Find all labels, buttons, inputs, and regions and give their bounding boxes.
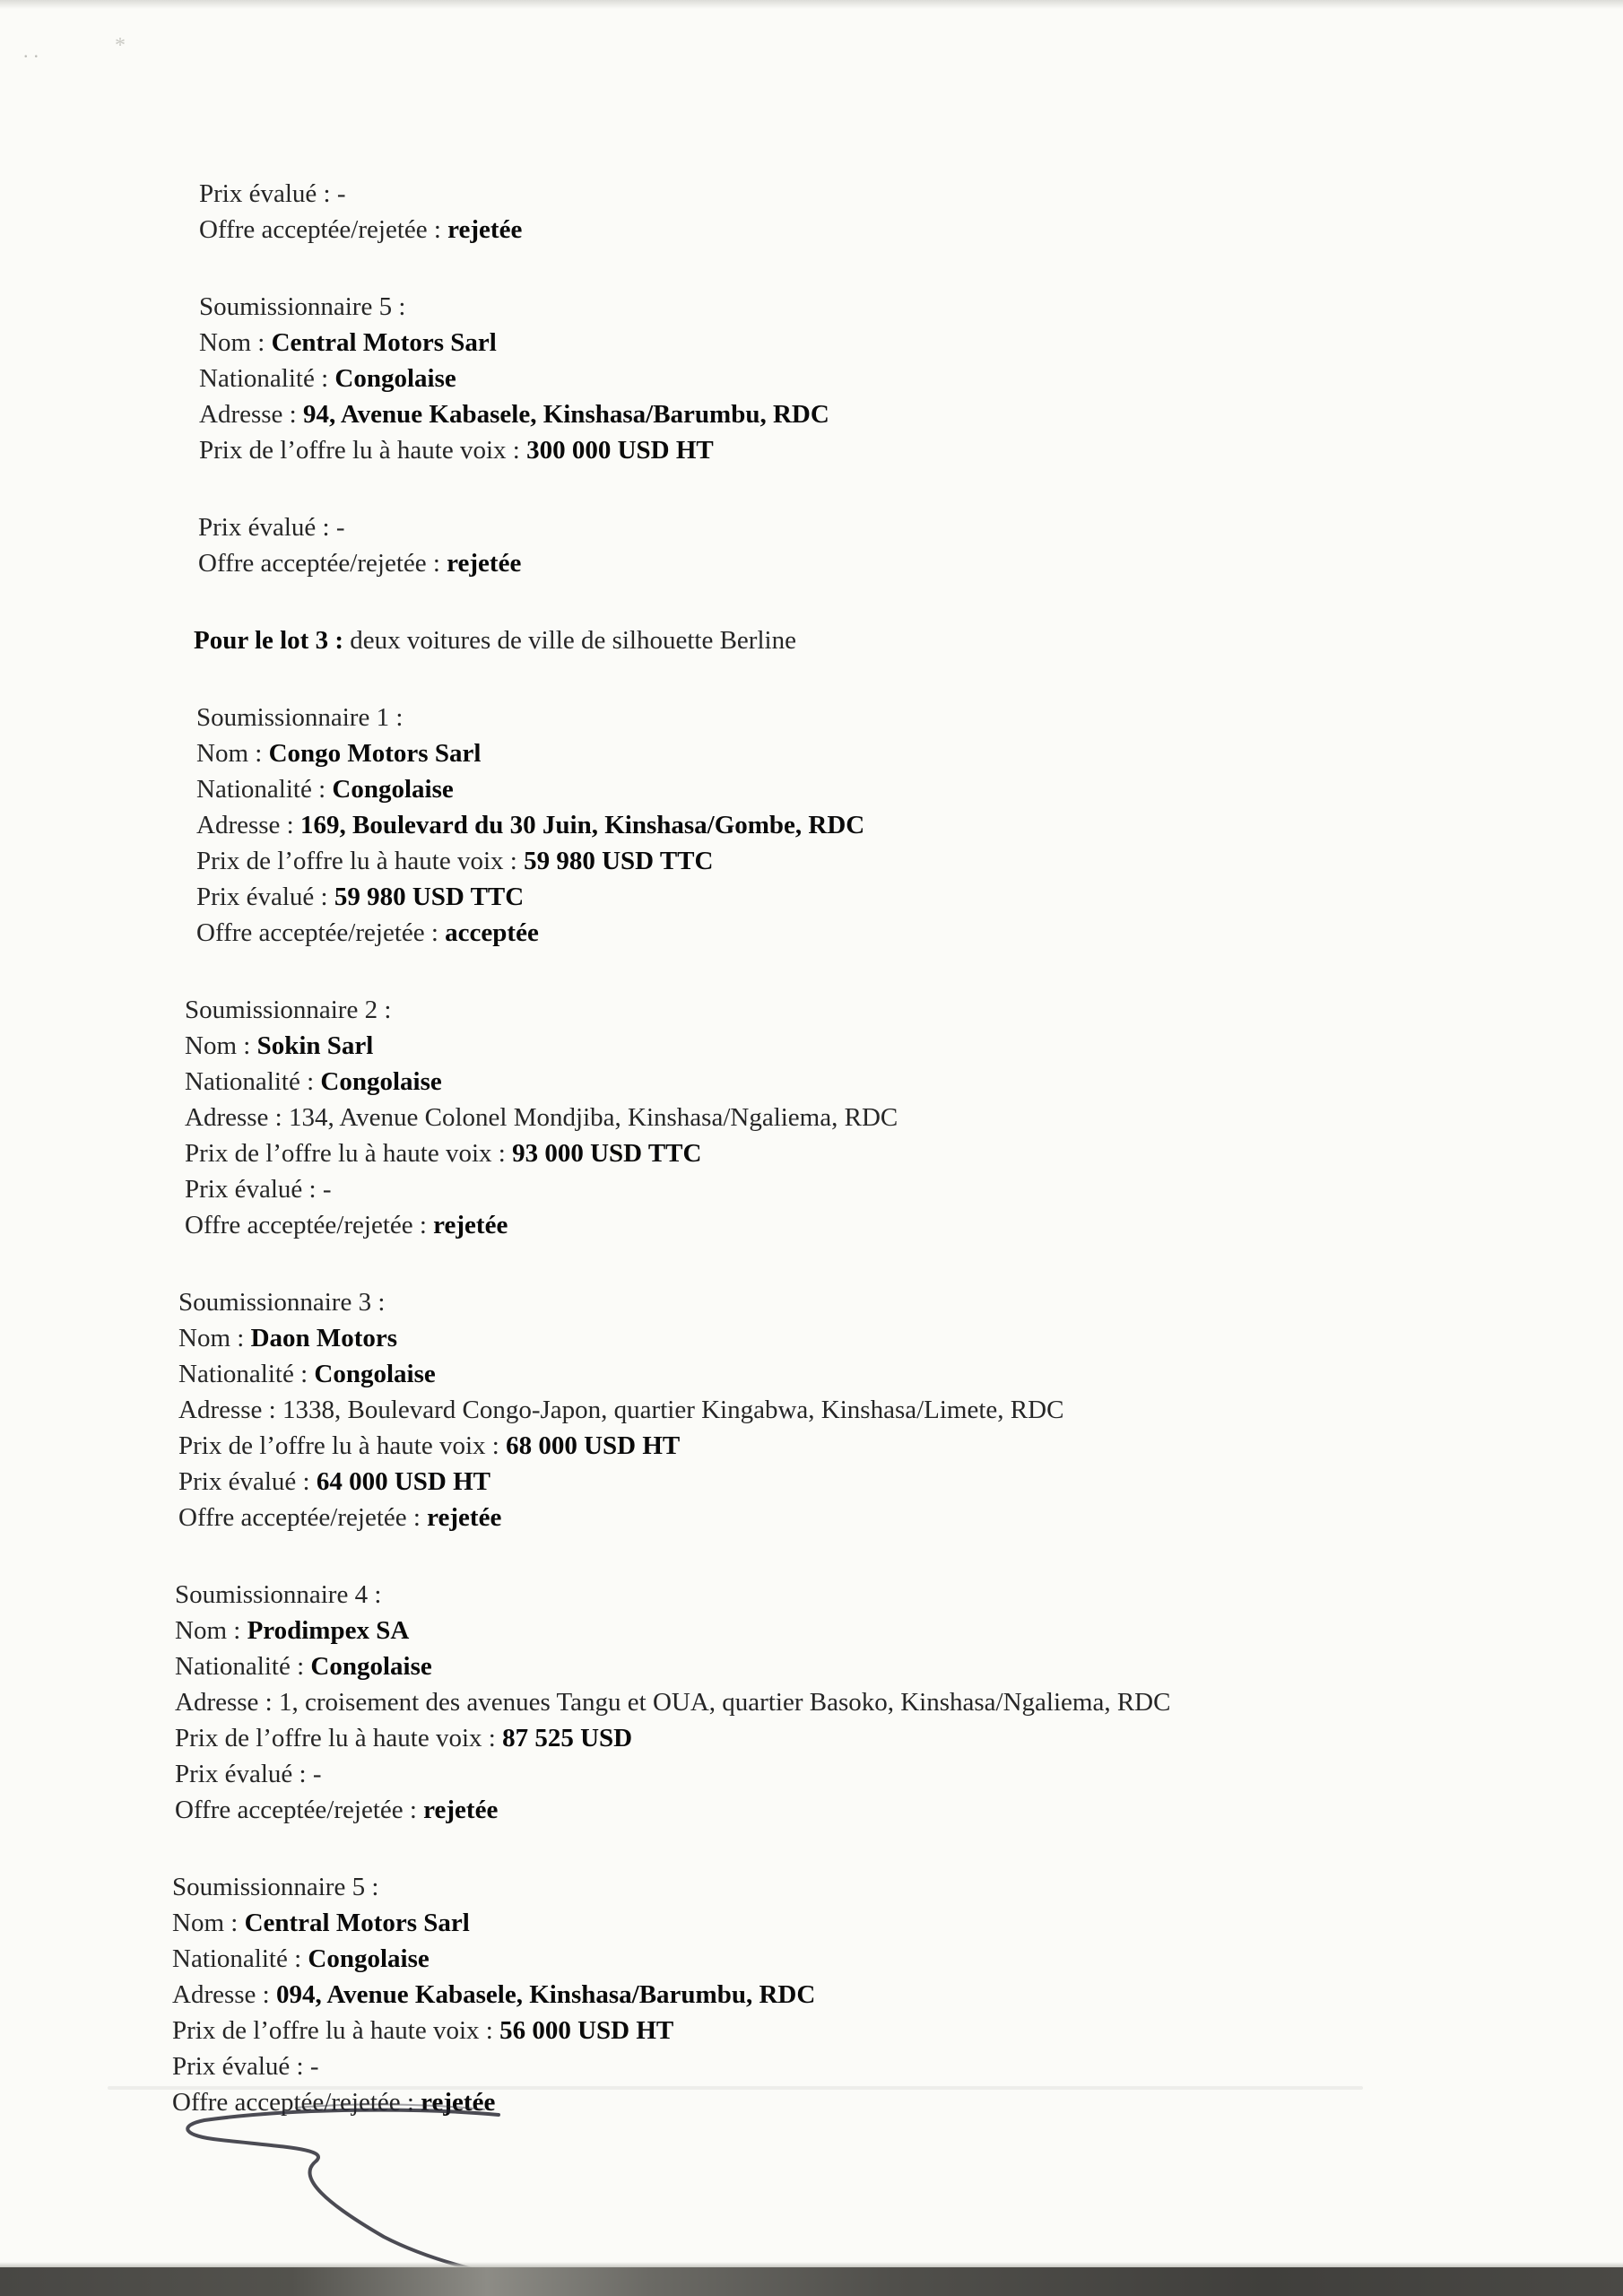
text-segment: Soumissionnaire 3 : (178, 1288, 386, 1317)
text-segment-bold: 94, Avenue Kabasele, Kinshasa/Barumbu, RDC (302, 400, 829, 429)
text-segment: Soumissionnaire 4 : (175, 1580, 382, 1609)
text-line (196, 771, 1623, 807)
text-segment: Prix de l’offre lu à haute voix : (185, 1139, 513, 1168)
text-segment-bold: rejetée (433, 1211, 508, 1239)
lot2-bidder5-result (198, 509, 1623, 581)
text-segment-bold: 68 000 USD HT (506, 1431, 681, 1460)
text-segment: Nationalité : (175, 1652, 311, 1681)
text-segment: Adresse : 1338, Boulevard Congo-Japon, quartier Kingabwa, Kinshasa/Limete, RDC (178, 1396, 1064, 1424)
text-line (178, 1392, 1623, 1428)
text-segment: Offre acceptée/rejetée : (199, 215, 448, 244)
text-line (198, 509, 1623, 545)
text-line (172, 1905, 1623, 1941)
text-line (175, 1684, 1623, 1720)
text-segment: Nom : (199, 328, 272, 357)
text-segment: Soumissionnaire 5 : (199, 292, 406, 321)
text-line (185, 1135, 1623, 1171)
text-line (175, 1756, 1623, 1792)
text-line (185, 1171, 1623, 1207)
text-segment: Prix évalué : - (199, 179, 346, 208)
text-line (178, 1464, 1623, 1500)
text-line (199, 432, 1623, 468)
text-line (199, 212, 1623, 248)
text-segment: Nom : (196, 739, 269, 768)
text-segment-bold: Prodimpex SA (247, 1616, 410, 1645)
text-segment: Offre acceptée/rejetée : (185, 1211, 434, 1239)
text-segment-bold: Daon Motors (250, 1324, 398, 1352)
text-line (194, 622, 1623, 658)
text-line (196, 807, 1623, 843)
text-segment-bold: 87 525 USD (502, 1724, 633, 1752)
text-segment: Prix de l’offre lu à haute voix : (196, 847, 525, 875)
text-segment-bold: acceptée (445, 918, 539, 947)
lot3-bidder1 (196, 700, 1623, 951)
text-segment-bold: Pour le lot 3 : (194, 626, 351, 655)
text-segment-bold: 93 000 USD TTC (512, 1139, 702, 1168)
text-line (196, 700, 1623, 735)
text-segment: Prix de l’offre lu à haute voix : (199, 436, 527, 465)
text-segment: Adresse : 1, croisement des avenues Tangu et OUA, quartier Basoko, Kinshasa/Ngaliema, RDC (175, 1688, 1171, 1717)
text-line (178, 1284, 1623, 1320)
text-segment: Prix évalué : (178, 1467, 317, 1496)
text-line (196, 843, 1623, 879)
text-segment: Prix de l’offre lu à haute voix : (178, 1431, 507, 1460)
text-segment: Adresse : (199, 400, 303, 429)
text-segment: deux voitures de ville de silhouette Berline (350, 626, 796, 655)
text-segment: Prix de l’offre lu à haute voix : (175, 1724, 503, 1752)
text-line (178, 1356, 1623, 1392)
text-line (199, 361, 1623, 396)
text-segment: Nationalité : (196, 775, 333, 804)
text-segment: Nom : (185, 1031, 257, 1060)
text-line (178, 1428, 1623, 1464)
text-segment-bold: 094, Avenue Kabasele, Kinshasa/Barumbu, RDC (275, 1980, 816, 2009)
text-line (185, 1028, 1623, 1064)
scan-top-edge (0, 0, 1623, 9)
text-segment-bold: rejetée (447, 549, 522, 578)
lot3-bidder4 (175, 1577, 1623, 1828)
text-segment-bold: 64 000 USD HT (316, 1467, 490, 1496)
text-segment-bold: Congolaise (320, 1067, 442, 1096)
text-line (199, 289, 1623, 325)
text-segment: Soumissionnaire 1 : (196, 703, 404, 732)
text-line (172, 1869, 1623, 1905)
lot3-bidder5 (172, 1869, 1623, 2120)
text-segment: Adresse : (172, 1980, 276, 2009)
text-line (175, 1613, 1623, 1648)
text-segment: Offre acceptée/rejetée : (178, 1503, 428, 1532)
text-segment: Nom : (175, 1616, 247, 1645)
text-line (175, 1792, 1623, 1828)
text-segment: Prix évalué : - (175, 1760, 322, 1788)
text-segment-bold: 56 000 USD HT (499, 2016, 674, 2045)
text-line (199, 396, 1623, 432)
text-line (185, 992, 1623, 1028)
text-segment-bold: 59 980 USD TTC (524, 847, 714, 875)
text-segment: Adresse : (196, 811, 300, 839)
text-segment-bold: Sokin Sarl (256, 1031, 374, 1060)
text-segment-bold: 169, Boulevard du 30 Juin, Kinshasa/Gombe, RDC (299, 811, 865, 839)
text-segment-bold: 59 980 USD TTC (334, 883, 525, 911)
scan-corner-mark-right: * (115, 34, 126, 57)
text-segment-bold: Congolaise (308, 1944, 430, 1973)
text-line (172, 2048, 1623, 2084)
text-segment-bold: rejetée (423, 1796, 499, 1824)
text-segment: Offre acceptée/rejetée : (196, 918, 446, 947)
text-segment-bold: Congolaise (314, 1360, 436, 1388)
text-line (199, 325, 1623, 361)
text-segment: Soumissionnaire 5 : (172, 1873, 379, 1901)
lot3-bidder2 (185, 992, 1623, 1243)
text-segment: Nom : (172, 1909, 245, 1937)
text-segment: Prix de l’offre lu à haute voix : (172, 2016, 500, 2045)
text-segment: Prix évalué : - (185, 1175, 332, 1204)
text-line (175, 1720, 1623, 1756)
text-segment-bold: rejetée (421, 2088, 496, 2117)
lot2-bidder5 (199, 289, 1623, 468)
text-line (199, 176, 1623, 212)
text-line (185, 1207, 1623, 1243)
text-line (185, 1064, 1623, 1100)
text-segment-bold: Congolaise (310, 1652, 432, 1681)
text-line (172, 1977, 1623, 2013)
text-segment-bold: Congolaise (334, 364, 456, 393)
text-segment: Nationalité : (172, 1944, 308, 1973)
text-segment: Offre acceptée/rejetée : (172, 2088, 421, 2117)
text-segment: Nom : (178, 1324, 251, 1352)
text-segment-bold: Central Motors Sarl (271, 328, 497, 357)
scan-streak (108, 2086, 1363, 2090)
scan-corner-mark-left: .. (23, 39, 44, 62)
lot2-bidder4-result (199, 176, 1623, 248)
text-segment: Nationalité : (185, 1067, 321, 1096)
text-line (175, 1648, 1623, 1684)
text-line (172, 2013, 1623, 2048)
text-segment: Soumissionnaire 2 : (185, 996, 392, 1024)
text-line (172, 1941, 1623, 1977)
document-content (0, 176, 1623, 2161)
text-line (172, 2084, 1623, 2120)
text-segment: Prix évalué : - (198, 513, 345, 542)
text-segment-bold: Central Motors Sarl (244, 1909, 470, 1937)
text-line (175, 1577, 1623, 1613)
text-segment: Nationalité : (199, 364, 335, 393)
text-segment-bold: rejetée (447, 215, 523, 244)
text-line (178, 1320, 1623, 1356)
text-segment-bold: Congo Motors Sarl (268, 739, 482, 768)
text-line (196, 915, 1623, 951)
text-segment: Offre acceptée/rejetée : (175, 1796, 424, 1824)
text-line (198, 545, 1623, 581)
text-segment-bold: Congolaise (332, 775, 454, 804)
scan-bottom-edge (0, 2267, 1623, 2296)
text-segment-bold: 300 000 USD HT (526, 436, 714, 465)
text-segment: Adresse : 134, Avenue Colonel Mondjiba, Kinshasa/Ngaliema, RDC (185, 1103, 898, 1132)
text-line (185, 1100, 1623, 1135)
text-segment: Prix évalué : - (172, 2052, 319, 2081)
text-segment: Offre acceptée/rejetée : (198, 549, 447, 578)
text-segment: Nationalité : (178, 1360, 315, 1388)
text-line (178, 1500, 1623, 1535)
text-line (196, 735, 1623, 771)
lot3-heading (194, 622, 1623, 658)
lot3-bidder3 (178, 1284, 1623, 1535)
text-line (196, 879, 1623, 915)
text-segment-bold: rejetée (427, 1503, 502, 1532)
text-segment: Prix évalué : (196, 883, 334, 911)
